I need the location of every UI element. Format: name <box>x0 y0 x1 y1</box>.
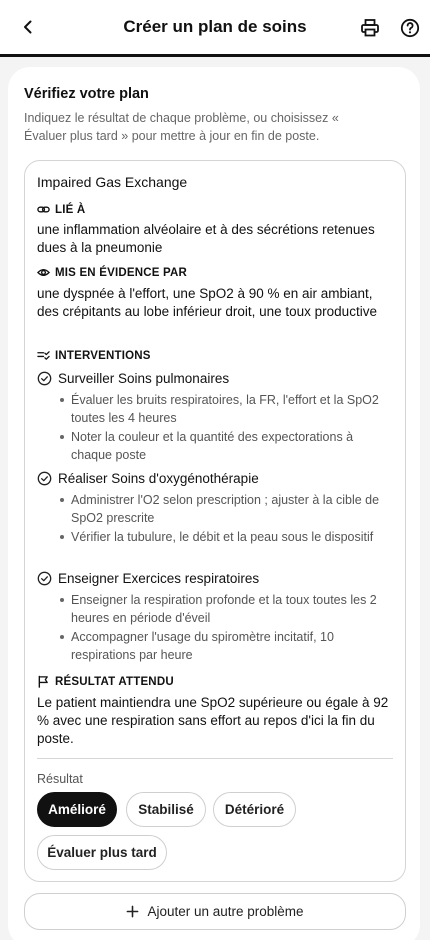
check-circle-icon <box>37 471 52 486</box>
plus-icon <box>126 905 139 918</box>
intervention-title: Surveiller Soins pulmonaires <box>58 370 230 386</box>
related-heading <box>37 203 85 216</box>
eye-icon <box>37 266 50 279</box>
check-circle-icon <box>37 371 52 386</box>
add-problem-button[interactable] <box>24 893 406 930</box>
link-icon <box>37 203 50 216</box>
divider <box>37 758 393 759</box>
evidence-text: une dyspnée à l'effort, une SpO2 à 90 % en air ambiant, des crépitants au lobe inférieur droit, une toux productive <box>37 286 377 319</box>
page-title: Créer un plan de soins <box>123 17 307 36</box>
evidence-heading <box>37 266 187 279</box>
print-button[interactable] <box>356 14 384 42</box>
help-button[interactable] <box>396 14 424 42</box>
evidence-heading-label: MIS EN ÉVIDENCE PAR <box>55 266 188 279</box>
outcome-heading-label: RÉSULTAT ATTENDU <box>55 675 174 688</box>
intervention-title: Réaliser Soins d'oxygénothérapie <box>58 470 259 486</box>
intervention-title: Enseigner Exercices respiratoires <box>58 570 260 586</box>
result-label: Résultat <box>37 772 83 786</box>
result-option-stabilise[interactable]: Stabilisé <box>126 792 206 827</box>
intervention-item <box>37 468 393 547</box>
intervention-bullet: Accompagner l'usage du spiromètre incitatif, 10 respirations par heure <box>37 628 393 664</box>
add-problem-label: Ajouter un autre problème <box>147 904 304 919</box>
interventions-heading <box>37 349 151 362</box>
checklist-icon <box>37 349 50 362</box>
printer-icon <box>360 18 380 38</box>
review-panel <box>8 67 420 940</box>
outcome-text: Le patient maintiendra une SpO2 supérieure ou égale à 92 % avec une respiration sans effort au repos d'ici la fin du poste. <box>37 695 389 746</box>
outcome-heading <box>37 675 174 688</box>
intervention-item <box>37 568 393 665</box>
problem-card <box>24 160 406 882</box>
result-option-deteriore[interactable]: Détérioré <box>213 792 296 827</box>
intervention-bullet: Évaluer les bruits respiratoires, la FR, l'effort et la SpO2 toutes les 4 heures <box>37 391 393 427</box>
review-title: Vérifiez votre plan <box>24 86 149 102</box>
intervention-bullet: Noter la couleur et la quantité des expectorations à chaque poste <box>37 428 393 464</box>
related-heading-label: LIÉ À <box>55 203 86 216</box>
review-subtitle: Indiquez le résultat de chaque problème, ou choisissez « Évaluer plus tard » pour mettre à jour en fin de poste. <box>24 111 339 143</box>
flag-icon <box>37 675 50 688</box>
problem-title: Impaired Gas Exchange <box>37 174 188 190</box>
top-app-bar <box>0 0 430 57</box>
related-text: une inflammation alvéolaire et à des sécrétions retenues dues à la pneumonie <box>37 222 375 255</box>
result-option-evaluer-plus-tard[interactable]: Évaluer plus tard <box>37 835 167 870</box>
check-circle-icon <box>37 571 52 586</box>
intervention-item <box>37 368 393 465</box>
intervention-bullet: Administrer l'O2 selon prescription ; ajuster à la cible de SpO2 prescrite <box>37 491 393 527</box>
question-circle-icon <box>400 18 420 38</box>
interventions-heading-label: INTERVENTIONS <box>55 349 151 362</box>
intervention-bullet: Vérifier la tubulure, le débit et la peau sous le dispositif <box>37 528 393 546</box>
intervention-bullet: Enseigner la respiration profonde et la toux toutes les 2 heures en période d'éveil <box>37 591 393 627</box>
result-option-ameliore[interactable]: Amélioré <box>37 792 117 827</box>
